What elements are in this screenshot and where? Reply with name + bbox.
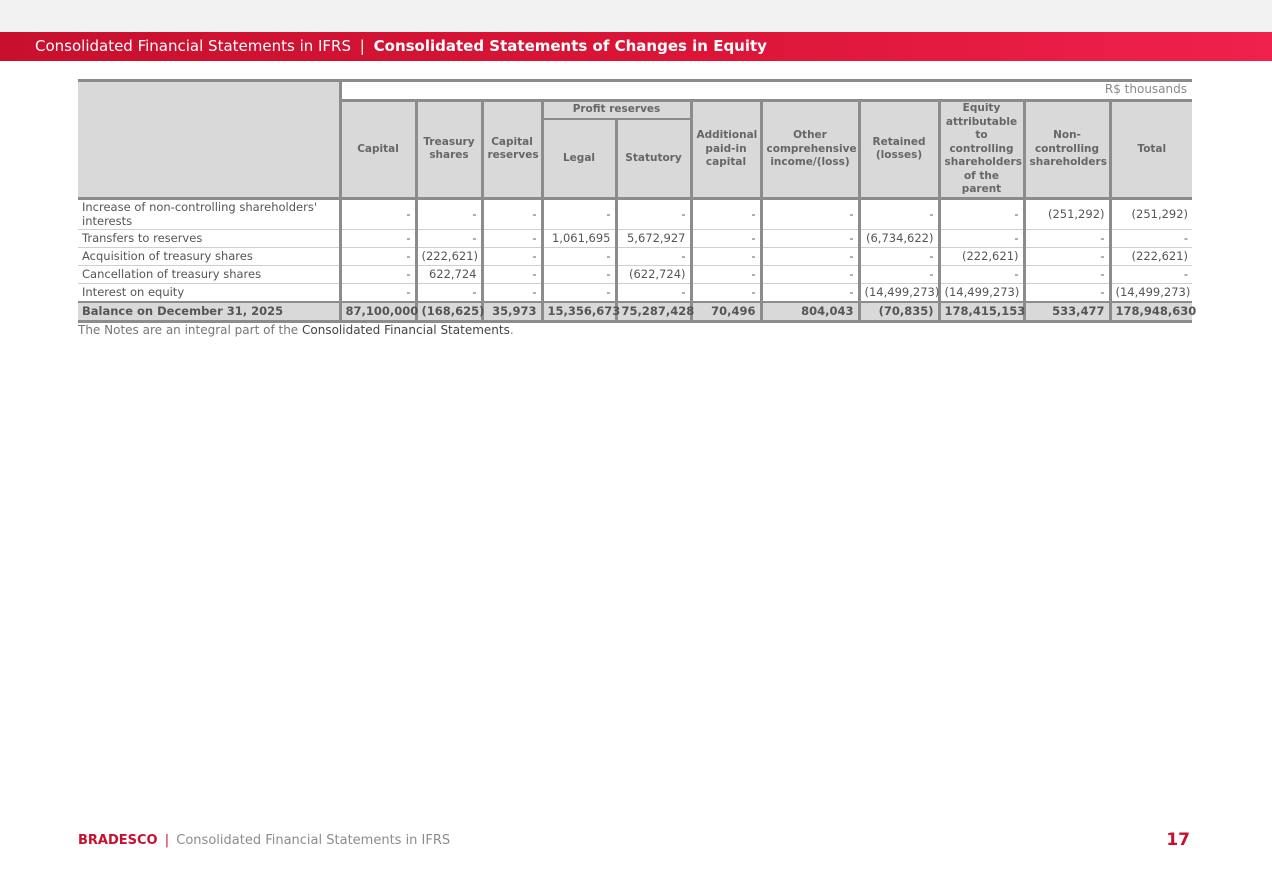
cell-retained: - [859,198,939,229]
total-retained: (70,835) [859,302,939,322]
table-row [78,198,1192,229]
cell-total: - [1110,229,1192,247]
cell-legal: - [542,283,616,302]
note-prefix: The Notes are an integral part of the [78,323,302,337]
row-label: Interest on equity [78,283,340,302]
cell-additional: - [691,283,761,302]
header-bar [0,32,1272,61]
row-label: Increase of non-controlling shareholders' interests [78,198,340,229]
cell-statutory: (622,724) [616,265,691,283]
cell-capital-reserves: - [482,283,542,302]
total-capital: 87,100,000 [340,302,416,322]
footer [78,833,450,848]
total-statutory: 75,287,428 [616,302,691,322]
col-equity-attributable-parent: Equity attributable to controlling shareholders of the parent [939,101,1024,199]
total-oci: 804,043 [761,302,859,322]
col-total: Total [1110,101,1192,199]
cell-total: (222,621) [1110,247,1192,265]
table-row [78,247,1192,265]
unit-label: R$ thousands [1104,82,1187,96]
cell-capital-reserves: - [482,229,542,247]
cell-capital: - [340,229,416,247]
cell-capital: - [340,265,416,283]
cell-treasury: 622,724 [416,265,482,283]
cell-non-controlling: - [1024,229,1110,247]
row-label: Acquisition of treasury shares [78,247,340,265]
header-separator: | [359,37,365,55]
total-row-label: Balance on December 31, 2025 [78,302,340,322]
cell-legal: 1,061,695 [542,229,616,247]
cell-total: (14,499,273) [1110,283,1192,302]
col-capital: Capital [340,101,416,199]
cell-oci: - [761,198,859,229]
total-non-controlling: 533,477 [1024,302,1110,322]
cell-retained: (6,734,622) [859,229,939,247]
total-capital-reserves: 35,973 [482,302,542,322]
cell-legal: - [542,265,616,283]
note-suffix: . [509,323,514,337]
table-row [78,283,1192,302]
cell-statutory: - [616,283,691,302]
col-statutory: Statutory [616,119,691,198]
total-treasury: (168,625) [416,302,482,322]
row-label: Cancellation of treasury shares [78,265,340,283]
cell-statutory: - [616,247,691,265]
cell-additional: - [691,265,761,283]
cell-additional: - [691,198,761,229]
note-highlight: Consolidated Financial Statements [302,323,510,337]
cell-treasury: - [416,283,482,302]
cell-equity-parent: - [939,198,1024,229]
cell-statutory: 5,672,927 [616,229,691,247]
cell-non-controlling: - [1024,265,1110,283]
col-retained-losses: Retained (losses) [859,101,939,199]
cell-oci: - [761,265,859,283]
cell-capital: - [340,283,416,302]
total-total: 178,948,630 [1110,302,1192,322]
cell-statutory: - [616,198,691,229]
header-blank-cell [78,81,340,199]
top-strip [0,0,1272,32]
cell-oci: - [761,247,859,265]
cell-retained: (14,499,273) [859,283,939,302]
cell-treasury: - [416,198,482,229]
total-legal: 15,356,673 [542,302,616,322]
header-doc-title: Consolidated Financial Statements in IFRS [35,37,352,55]
cell-additional: - [691,247,761,265]
cell-additional: - [691,229,761,247]
footer-brand: BRADESCO [78,833,158,848]
cell-capital-reserves: - [482,265,542,283]
col-legal: Legal [542,119,616,198]
header-section-title: Consolidated Statements of Changes in Equity [373,37,767,55]
cell-non-controlling: (251,292) [1024,198,1110,229]
total-equity-parent: 178,415,153 [939,302,1024,322]
total-row [78,302,1192,322]
unit-header-cell [340,81,1192,101]
cell-equity-parent: (14,499,273) [939,283,1024,302]
row-label: Transfers to reserves [78,229,340,247]
page-number: 17 [1166,830,1190,850]
cell-legal: - [542,247,616,265]
cell-retained: - [859,247,939,265]
cell-capital: - [340,247,416,265]
cell-retained: - [859,265,939,283]
cell-oci: - [761,229,859,247]
cell-treasury: (222,621) [416,247,482,265]
total-additional: 70,496 [691,302,761,322]
cell-non-controlling: - [1024,247,1110,265]
cell-treasury: - [416,229,482,247]
cell-non-controlling: - [1024,283,1110,302]
cell-capital: - [340,198,416,229]
footer-separator: | [164,833,170,848]
cell-equity-parent: (222,621) [939,247,1024,265]
cell-total: (251,292) [1110,198,1192,229]
cell-equity-parent: - [939,229,1024,247]
col-additional-paid-in-capital: Additional paid-in capital [691,101,761,199]
table-row [78,265,1192,283]
col-treasury-shares: Treasury shares [416,101,482,199]
cell-capital-reserves: - [482,247,542,265]
equity-changes-table [78,79,1197,323]
cell-capital-reserves: - [482,198,542,229]
footer-doc-title: Consolidated Financial Statements in IFRS [176,833,451,848]
cell-equity-parent: - [939,265,1024,283]
table-row [78,229,1192,247]
cell-oci: - [761,283,859,302]
col-non-controlling: Non-controlling shareholders [1024,101,1110,199]
cell-total: - [1110,265,1192,283]
cell-legal: - [542,198,616,229]
col-capital-reserves: Capital reserves [482,101,542,199]
col-other-comprehensive-income: Other comprehensive income/(loss) [761,101,859,199]
col-group-profit-reserves: Profit reserves [542,101,691,120]
notes-disclaimer [78,323,514,337]
